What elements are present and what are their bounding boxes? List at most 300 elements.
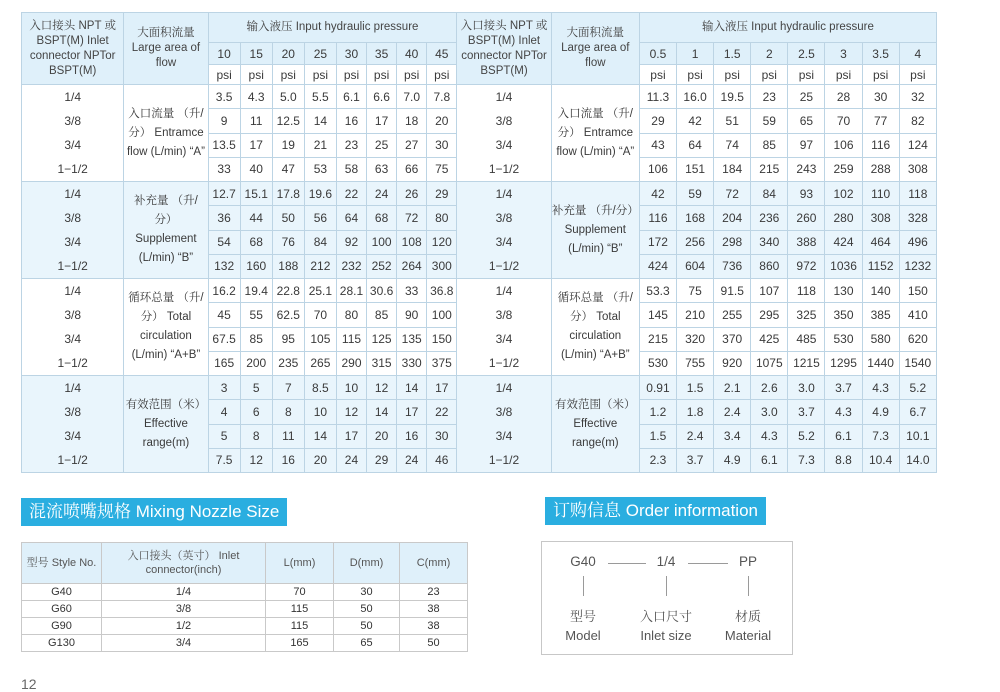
value-cell: 100 — [427, 303, 457, 327]
value-cell: 17 — [336, 424, 366, 448]
value-cell: 236 — [751, 206, 788, 230]
value-cell: 120 — [427, 230, 457, 254]
value-cell: 19 — [272, 133, 304, 157]
value-cell: 110 — [862, 182, 899, 206]
pressure-value: 1.5 — [714, 43, 751, 65]
value-cell: 76 — [272, 230, 304, 254]
value-cell: 11 — [240, 109, 272, 133]
value-cell: 330 — [397, 351, 427, 375]
value-cell: 17 — [367, 109, 397, 133]
value-cell: 1440 — [862, 351, 899, 375]
value-cell: 385 — [862, 303, 899, 327]
value-cell: 1036 — [825, 254, 862, 278]
value-cell: 65 — [788, 109, 825, 133]
value-cell: 204 — [714, 206, 751, 230]
pressure-value: 3 — [825, 43, 862, 65]
value-cell: 27 — [397, 133, 427, 157]
pressure-unit: psi — [825, 65, 862, 85]
value-cell: 80 — [427, 206, 457, 230]
connector-size: 1−1/2 — [488, 162, 520, 176]
group-label: 循环总量 （升/分） Total circulation (L/min) “A+B” — [551, 279, 639, 376]
value-cell: 24 — [397, 448, 427, 472]
connector-size: 1/4 — [64, 90, 81, 104]
value-cell: 325 — [788, 303, 825, 327]
value-cell: 40 — [240, 157, 272, 181]
mixing-cell: 115 — [266, 618, 334, 635]
value-cell: 5.0 — [272, 85, 304, 109]
value-cell: 25 — [788, 85, 825, 109]
value-cell: 16.2 — [208, 279, 240, 303]
value-cell: 70 — [825, 109, 862, 133]
value-cell: 860 — [751, 254, 788, 278]
pressure-value: 25 — [304, 43, 336, 65]
value-cell: 85 — [240, 327, 272, 351]
mixing-cell: 115 — [266, 601, 334, 618]
value-cell: 19.4 — [240, 279, 272, 303]
value-cell: 70 — [304, 303, 336, 327]
pressure-value: 45 — [427, 43, 457, 65]
mixing-cell: 38 — [400, 618, 468, 635]
value-cell: 12.7 — [208, 182, 240, 206]
value-cell: 108 — [397, 230, 427, 254]
value-cell: 165 — [208, 351, 240, 375]
value-cell: 2.4 — [677, 424, 714, 448]
value-cell: 4.3 — [240, 85, 272, 109]
value-cell: 8.5 — [304, 376, 336, 400]
value-cell: 91.5 — [714, 279, 751, 303]
value-cell: 115 — [336, 327, 366, 351]
connector-size: 1/4 — [64, 381, 81, 395]
value-cell: 4.3 — [825, 400, 862, 424]
order-inlet-label-en: Inlet size — [640, 628, 692, 643]
pressure-unit: psi — [751, 65, 788, 85]
value-cell: 20 — [427, 109, 457, 133]
value-cell: 6.7 — [899, 400, 936, 424]
value-cell: 29 — [367, 448, 397, 472]
value-cell: 755 — [677, 351, 714, 375]
value-cell: 118 — [788, 279, 825, 303]
connector-size: 3/4 — [495, 138, 513, 152]
order-info-box — [541, 541, 793, 655]
connector-header: 入口接头 NPT 或 BSPT(M) Inlet connector NPTor BSPT(M) — [457, 13, 551, 85]
value-cell: 2.4 — [714, 400, 751, 424]
value-cell: 56 — [304, 206, 336, 230]
value-cell: 210 — [677, 303, 714, 327]
order-connector-line — [583, 576, 584, 596]
value-cell: 18 — [397, 109, 427, 133]
connector-size: 3/8 — [495, 405, 513, 419]
value-cell: 26 — [397, 182, 427, 206]
value-cell: 288 — [862, 157, 899, 181]
value-cell: 308 — [899, 157, 936, 181]
mixing-header-row — [22, 543, 468, 584]
value-cell: 72 — [397, 206, 427, 230]
connector-size: 3/8 — [495, 114, 513, 128]
value-cell: 736 — [714, 254, 751, 278]
value-cell: 24 — [367, 182, 397, 206]
header-row — [22, 13, 937, 43]
value-cell: 16 — [272, 448, 304, 472]
mixing-cell: G90 — [22, 618, 102, 635]
value-cell: 84 — [751, 182, 788, 206]
connector-size: 3/4 — [495, 332, 513, 346]
value-cell: 12 — [367, 376, 397, 400]
value-cell: 265 — [304, 351, 336, 375]
value-cell: 0.91 — [639, 376, 676, 400]
value-cell: 62.5 — [272, 303, 304, 327]
pressure-unit: psi — [208, 65, 240, 85]
value-cell: 604 — [677, 254, 714, 278]
connector-size: 3/4 — [495, 235, 513, 249]
group-label: 有效范围（米） Effective range(m) — [551, 376, 639, 473]
mixing-cell: 50 — [400, 635, 468, 652]
value-cell: 30 — [862, 85, 899, 109]
value-cell: 92 — [336, 230, 366, 254]
value-cell: 260 — [788, 206, 825, 230]
table-row — [22, 376, 937, 400]
connector-size: 1−1/2 — [488, 356, 520, 370]
value-cell: 25 — [367, 133, 397, 157]
value-cell: 43 — [639, 133, 676, 157]
table-row — [22, 182, 937, 206]
value-cell: 150 — [899, 279, 936, 303]
mixing-cell: G60 — [22, 601, 102, 618]
connector-size: 3/8 — [64, 211, 81, 225]
value-cell: 496 — [899, 230, 936, 254]
value-cell: 6.6 — [367, 85, 397, 109]
value-cell: 66 — [397, 157, 427, 181]
value-cell: 370 — [714, 327, 751, 351]
value-cell: 8 — [272, 400, 304, 424]
pressure-unit: psi — [397, 65, 427, 85]
value-cell: 29 — [427, 182, 457, 206]
pressure-value: 20 — [272, 43, 304, 65]
value-cell: 485 — [788, 327, 825, 351]
value-cell: 200 — [240, 351, 272, 375]
value-cell: 102 — [825, 182, 862, 206]
value-cell: 151 — [677, 157, 714, 181]
value-cell: 10 — [336, 376, 366, 400]
value-cell: 28 — [825, 85, 862, 109]
value-cell: 188 — [272, 254, 304, 278]
value-cell: 22 — [336, 182, 366, 206]
value-cell: 74 — [714, 133, 751, 157]
value-cell: 6 — [240, 400, 272, 424]
group-label: 入口流量 （升/分） Entramce flow (L/min) “A” — [124, 85, 208, 182]
pressure-unit: psi — [336, 65, 366, 85]
mixing-nozzle-table — [21, 542, 468, 652]
value-cell: 64 — [677, 133, 714, 157]
value-cell: 63 — [367, 157, 397, 181]
pressure-value: 3.5 — [862, 43, 899, 65]
group-label: 入口流量 （升/分） Entramce flow (L/min) “A” — [551, 85, 639, 182]
value-cell: 4.9 — [862, 400, 899, 424]
pressure-value: 15 — [240, 43, 272, 65]
value-cell: 150 — [427, 327, 457, 351]
mixing-cell: 23 — [400, 584, 468, 601]
value-cell: 21 — [304, 133, 336, 157]
connector-size: 1−1/2 — [57, 162, 88, 176]
value-cell: 59 — [751, 109, 788, 133]
connector-size: 3/8 — [64, 308, 81, 322]
value-cell: 4.3 — [862, 376, 899, 400]
table-row — [22, 618, 468, 635]
value-cell: 93 — [788, 182, 825, 206]
group-label: 有效范围（米） Effective range(m) — [124, 376, 208, 473]
value-cell: 68 — [367, 206, 397, 230]
connector-cell — [457, 376, 551, 473]
value-cell: 130 — [825, 279, 862, 303]
value-cell: 25.1 — [304, 279, 336, 303]
value-cell: 32 — [899, 85, 936, 109]
pressure-value: 10 — [208, 43, 240, 65]
value-cell: 5.2 — [899, 376, 936, 400]
value-cell: 4 — [208, 400, 240, 424]
value-cell: 252 — [367, 254, 397, 278]
mixing-header-cell: 入口接头（英寸） Inlet connector(inch) — [102, 543, 266, 584]
value-cell: 259 — [825, 157, 862, 181]
pressure-header: 输入液压 Input hydraulic pressure — [639, 13, 936, 43]
value-cell: 3.7 — [677, 448, 714, 472]
value-cell: 12 — [240, 448, 272, 472]
mixing-cell: G130 — [22, 635, 102, 652]
connector-size: 3/8 — [495, 308, 513, 322]
pressure-unit: psi — [714, 65, 751, 85]
connector-size: 3/8 — [64, 114, 81, 128]
mixing-cell: 1/2 — [102, 618, 266, 635]
mixing-header-cell: C(mm) — [400, 543, 468, 584]
mixing-header-cell: L(mm) — [266, 543, 334, 584]
value-cell: 388 — [788, 230, 825, 254]
mixing-cell: 65 — [334, 635, 400, 652]
value-cell: 4.3 — [751, 424, 788, 448]
value-cell: 1215 — [788, 351, 825, 375]
value-cell: 580 — [862, 327, 899, 351]
order-info-title: 订购信息 Order information — [545, 497, 766, 525]
value-cell: 295 — [751, 303, 788, 327]
value-cell: 3 — [208, 376, 240, 400]
value-cell: 7 — [272, 376, 304, 400]
value-cell: 95 — [272, 327, 304, 351]
value-cell: 6.1 — [825, 424, 862, 448]
value-cell: 1540 — [899, 351, 936, 375]
value-cell: 42 — [677, 109, 714, 133]
value-cell: 68 — [240, 230, 272, 254]
value-cell: 375 — [427, 351, 457, 375]
value-cell: 300 — [427, 254, 457, 278]
value-cell: 1.2 — [639, 400, 676, 424]
value-cell: 116 — [862, 133, 899, 157]
table-row — [22, 279, 937, 303]
value-cell: 58 — [336, 157, 366, 181]
value-cell: 54 — [208, 230, 240, 254]
value-cell: 24 — [336, 448, 366, 472]
value-cell: 11.3 — [639, 85, 676, 109]
value-cell: 47 — [272, 157, 304, 181]
value-cell: 7.0 — [397, 85, 427, 109]
value-cell: 17 — [240, 133, 272, 157]
value-cell: 5.5 — [304, 85, 336, 109]
value-cell: 920 — [714, 351, 751, 375]
value-cell: 145 — [639, 303, 676, 327]
value-cell: 172 — [639, 230, 676, 254]
value-cell: 8.8 — [825, 448, 862, 472]
value-cell: 2.6 — [751, 376, 788, 400]
value-cell: 14 — [304, 109, 336, 133]
mixing-nozzle-title: 混流喷嘴规格 Mixing Nozzle Size — [21, 498, 287, 526]
value-cell: 1232 — [899, 254, 936, 278]
value-cell: 10.1 — [899, 424, 936, 448]
value-cell: 6.1 — [751, 448, 788, 472]
group-label: 补充量 （升/分） Supplement (L/min) “B” — [551, 182, 639, 279]
value-cell: 23 — [336, 133, 366, 157]
table-row — [22, 85, 937, 109]
pressure-unit: psi — [427, 65, 457, 85]
value-cell: 7.3 — [862, 424, 899, 448]
table-row — [22, 601, 468, 618]
pressure-header: 输入液压 Input hydraulic pressure — [208, 13, 457, 43]
connector-size: 1/4 — [495, 187, 513, 201]
value-cell: 1.5 — [639, 424, 676, 448]
value-cell: 5.2 — [788, 424, 825, 448]
value-cell: 50 — [272, 206, 304, 230]
value-cell: 7.3 — [788, 448, 825, 472]
value-cell: 44 — [240, 206, 272, 230]
value-cell: 3.7 — [788, 400, 825, 424]
value-cell: 1.5 — [677, 376, 714, 400]
value-cell: 16 — [336, 109, 366, 133]
value-cell: 53 — [304, 157, 336, 181]
value-cell: 67.5 — [208, 327, 240, 351]
value-cell: 85 — [367, 303, 397, 327]
connector-size: 1/4 — [64, 284, 81, 298]
connector-size: 1−1/2 — [57, 259, 88, 273]
value-cell: 235 — [272, 351, 304, 375]
value-cell: 464 — [862, 230, 899, 254]
order-inlet-label-cn: 入口尺寸 — [639, 609, 692, 624]
value-cell: 22.8 — [272, 279, 304, 303]
value-cell: 243 — [788, 157, 825, 181]
value-cell: 33 — [397, 279, 427, 303]
value-cell: 5 — [208, 424, 240, 448]
pressure-unit: psi — [367, 65, 397, 85]
value-cell: 255 — [714, 303, 751, 327]
value-cell: 12.5 — [272, 109, 304, 133]
value-cell: 7.8 — [427, 85, 457, 109]
connector-size: 3/4 — [64, 332, 81, 346]
value-cell: 80 — [336, 303, 366, 327]
connector-cell — [457, 279, 551, 376]
connector-size: 3/4 — [64, 235, 81, 249]
value-cell: 350 — [825, 303, 862, 327]
value-cell: 215 — [751, 157, 788, 181]
value-cell: 106 — [639, 157, 676, 181]
pressure-unit: psi — [304, 65, 336, 85]
mixing-cell: 50 — [334, 601, 400, 618]
value-cell: 256 — [677, 230, 714, 254]
value-cell: 75 — [677, 279, 714, 303]
value-cell: 3.0 — [788, 376, 825, 400]
value-cell: 1075 — [751, 351, 788, 375]
value-cell: 90 — [397, 303, 427, 327]
value-cell: 6.1 — [336, 85, 366, 109]
value-cell: 340 — [751, 230, 788, 254]
value-cell: 22 — [427, 400, 457, 424]
value-cell: 55 — [240, 303, 272, 327]
value-cell: 1.8 — [677, 400, 714, 424]
order-model-code: G40 — [570, 554, 596, 569]
pressure-unit: psi — [272, 65, 304, 85]
value-cell: 298 — [714, 230, 751, 254]
value-cell: 28.1 — [336, 279, 366, 303]
value-cell: 290 — [336, 351, 366, 375]
value-cell: 82 — [899, 109, 936, 133]
connector-cell — [457, 182, 551, 279]
value-cell: 10.4 — [862, 448, 899, 472]
pressure-value: 2 — [751, 43, 788, 65]
value-cell: 51 — [714, 109, 751, 133]
connector-size: 3/4 — [64, 429, 81, 443]
value-cell: 105 — [304, 327, 336, 351]
value-cell: 7.5 — [208, 448, 240, 472]
value-cell: 75 — [427, 157, 457, 181]
connector-header: 入口接头 NPT 或 BSPT(M) Inlet connector NPTor BSPT(M) — [22, 13, 124, 85]
order-connector-line — [666, 576, 667, 596]
value-cell: 320 — [677, 327, 714, 351]
order-material-label-en: Material — [724, 628, 772, 643]
flow-area-header: 大面积流量 Large area of flow — [124, 13, 208, 85]
value-cell: 118 — [899, 182, 936, 206]
pressure-value: 0.5 — [639, 43, 676, 65]
group-label: 补充量 （升/分） Supplement (L/min) “B” — [124, 182, 208, 279]
value-cell: 3.7 — [825, 376, 862, 400]
value-cell: 72 — [714, 182, 751, 206]
value-cell: 15.1 — [240, 182, 272, 206]
value-cell: 11 — [272, 424, 304, 448]
value-cell: 30.6 — [367, 279, 397, 303]
value-cell: 30 — [427, 133, 457, 157]
value-cell: 19.6 — [304, 182, 336, 206]
value-cell: 42 — [639, 182, 676, 206]
value-cell: 14 — [304, 424, 336, 448]
mixing-cell: 50 — [334, 618, 400, 635]
value-cell: 620 — [899, 327, 936, 351]
connector-size: 1−1/2 — [57, 356, 88, 370]
value-cell: 14 — [367, 400, 397, 424]
flow-spec-table — [21, 12, 937, 473]
value-cell: 280 — [825, 206, 862, 230]
value-cell: 33 — [208, 157, 240, 181]
mixing-cell: 38 — [400, 601, 468, 618]
connector-size: 3/4 — [495, 429, 513, 443]
mixing-cell: 70 — [266, 584, 334, 601]
value-cell: 3.5 — [208, 85, 240, 109]
value-cell: 160 — [240, 254, 272, 278]
mixing-cell: 3/8 — [102, 601, 266, 618]
value-cell: 36.8 — [427, 279, 457, 303]
value-cell: 9 — [208, 109, 240, 133]
table-row — [22, 635, 468, 652]
value-cell: 14.0 — [899, 448, 936, 472]
value-cell: 124 — [899, 133, 936, 157]
value-cell: 4.9 — [714, 448, 751, 472]
pressure-value: 2.5 — [788, 43, 825, 65]
value-cell: 2.1 — [714, 376, 751, 400]
value-cell: 30 — [427, 424, 457, 448]
value-cell: 424 — [825, 230, 862, 254]
pressure-unit: psi — [639, 65, 676, 85]
mixing-cell: 3/4 — [102, 635, 266, 652]
